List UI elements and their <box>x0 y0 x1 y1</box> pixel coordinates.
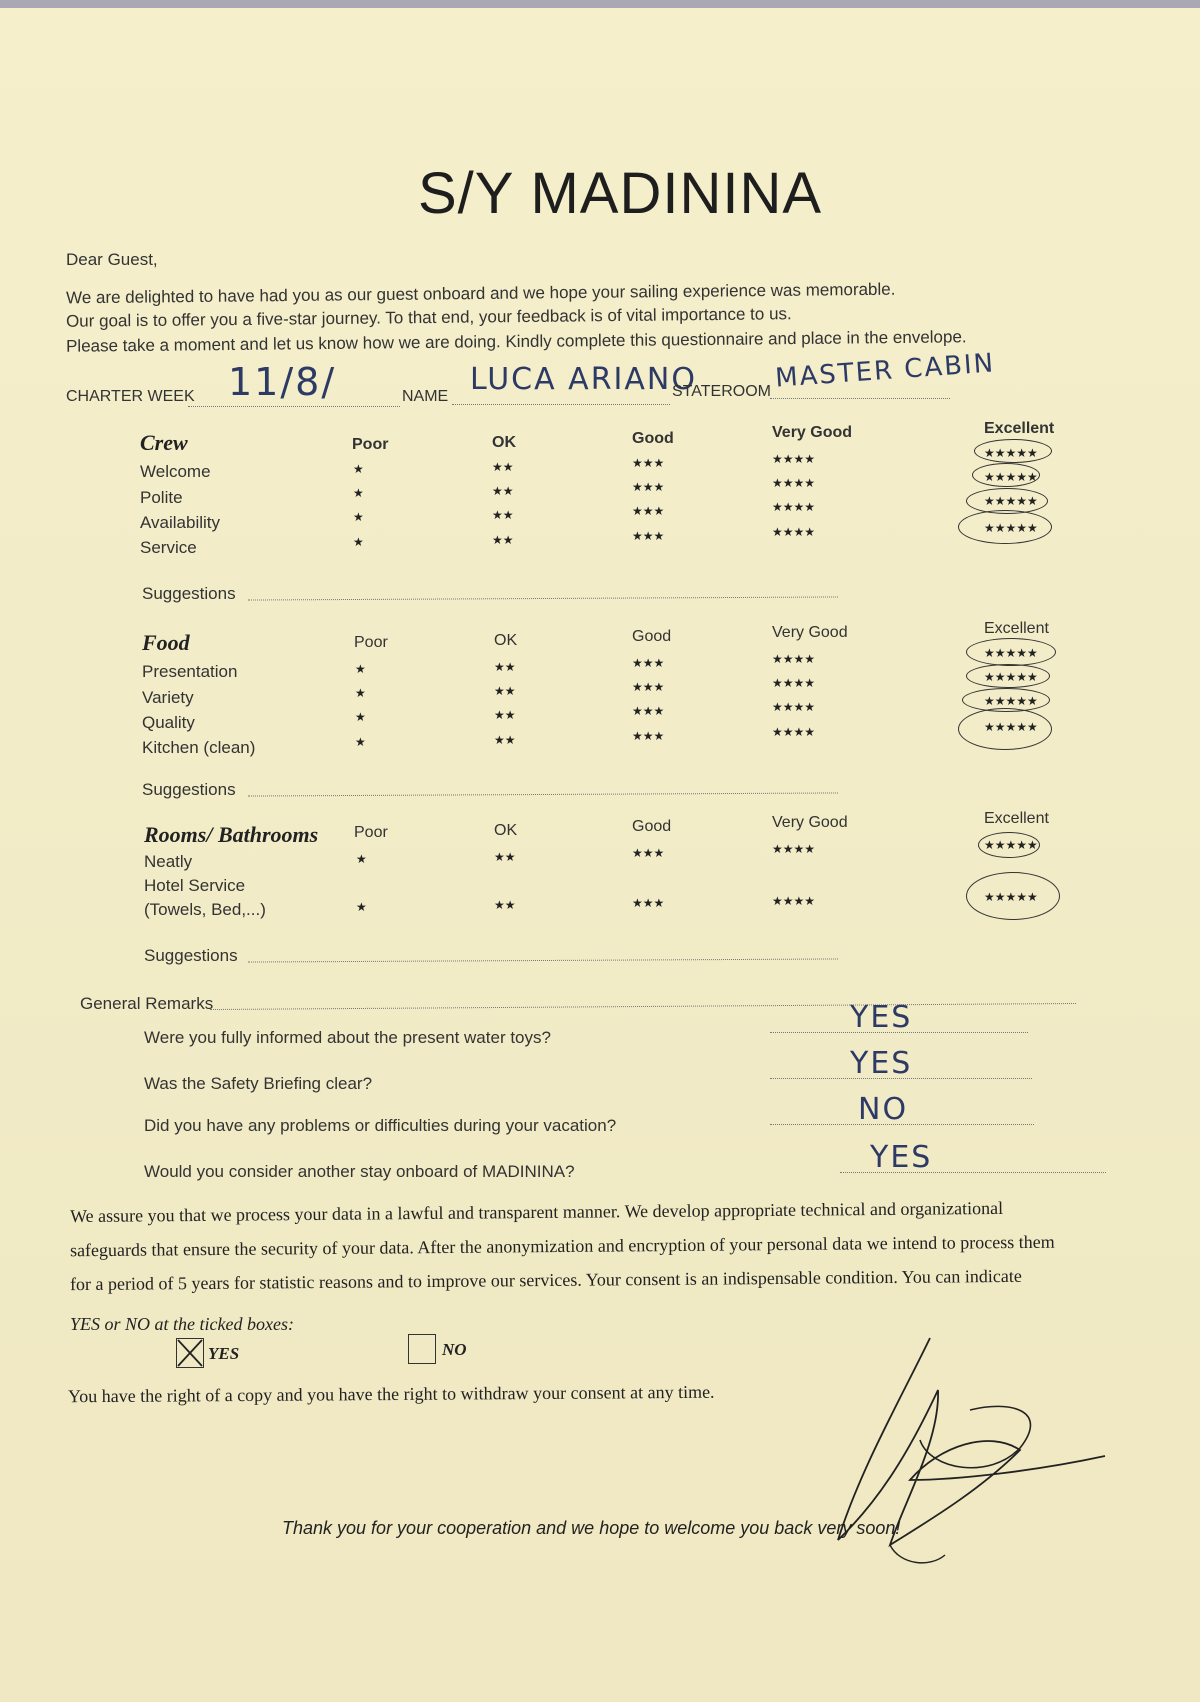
answer-safety-briefing[interactable]: YES <box>850 1046 913 1081</box>
food-variety-star-3[interactable]: ★★★ <box>632 680 665 694</box>
rooms-hotel-selection-oval <box>966 872 1060 920</box>
charter-week-value[interactable]: 11/8/ <box>228 360 337 404</box>
rooms-neatly-star-3[interactable]: ★★★ <box>632 846 665 860</box>
closing-message: Thank you for your cooperation and we hope to welcome you back very soon! <box>282 1518 901 1538</box>
food-row-variety: Variety <box>142 688 194 707</box>
crew-service-star-4[interactable]: ★★★★ <box>772 525 816 539</box>
food-presentation-star-4[interactable]: ★★★★ <box>772 652 816 666</box>
checkbox-cross-icon <box>177 1339 203 1367</box>
stateroom-value[interactable]: MASTER CABIN <box>774 348 997 394</box>
general-remarks-field[interactable] <box>210 1003 1076 1010</box>
food-variety-star-2[interactable]: ★★ <box>494 684 516 698</box>
food-presentation-star-2[interactable]: ★★ <box>494 660 516 674</box>
charter-week-line <box>188 406 400 407</box>
crew-row-service: Service <box>140 538 197 557</box>
stateroom-line <box>770 398 950 399</box>
crew-service-star-1[interactable]: ★ <box>353 535 364 549</box>
rooms-col-ok: OK <box>494 822 518 839</box>
food-presentation-star-3[interactable]: ★★★ <box>632 656 665 670</box>
food-col-poor: Poor <box>354 634 388 651</box>
consent-no-label: NO <box>442 1340 467 1359</box>
crew-availability-star-1[interactable]: ★ <box>353 510 364 524</box>
rooms-neatly-star-5[interactable]: ★★★★★ <box>984 838 1038 852</box>
crew-col-very-good: Very Good <box>772 424 853 441</box>
food-suggestions-label: Suggestions <box>142 780 236 799</box>
greeting: Dear Guest, <box>66 250 158 269</box>
answer-problems[interactable]: NO <box>858 1092 909 1127</box>
food-presentation-selection-oval <box>966 638 1056 666</box>
consent-yes-checkbox[interactable] <box>176 1338 204 1368</box>
crew-col-excellent: Excellent <box>984 420 1055 437</box>
crew-availability-star-4[interactable]: ★★★★ <box>772 500 816 514</box>
question-safety-briefing: Was the Safety Briefing clear? <box>144 1074 373 1093</box>
crew-polite-star-1[interactable]: ★ <box>353 486 364 500</box>
food-row-kitchen: Kitchen (clean) <box>142 738 256 757</box>
rooms-hotel-star-1[interactable]: ★ <box>356 900 367 914</box>
crew-polite-selection-oval <box>972 463 1040 487</box>
charter-week-label: CHARTER WEEK <box>66 388 195 405</box>
food-quality-star-3[interactable]: ★★★ <box>632 704 665 718</box>
crew-col-good: Good <box>632 430 674 447</box>
crew-availability-star-2[interactable]: ★★ <box>492 508 514 522</box>
rooms-hotel-star-2[interactable]: ★★ <box>494 898 516 912</box>
rooms-hotel-star-5[interactable]: ★★★★★ <box>984 890 1038 904</box>
food-quality-star-4[interactable]: ★★★★ <box>772 700 816 714</box>
crew-row-availability: Availability <box>140 513 221 532</box>
food-col-ok: OK <box>494 632 518 649</box>
food-kitchen-star-1[interactable]: ★ <box>355 735 366 749</box>
rooms-neatly-selection-oval <box>978 832 1040 858</box>
answer-another-stay[interactable]: YES <box>870 1140 933 1175</box>
crew-availability-star-5[interactable]: ★★★★★ <box>984 494 1038 508</box>
name-label: NAME <box>402 388 449 405</box>
intro-line-1: We are delighted to have had you as our guest onboard and we hope your sailing experience was memorable. <box>65 279 896 308</box>
rooms-col-poor: Poor <box>354 824 388 841</box>
intro-line-3: Please take a moment and let us know how we are doing. Kindly complete this questionnaire and place in the envelope. <box>65 327 967 356</box>
rooms-row-hotel-service: Hotel Service <box>144 876 246 895</box>
crew-availability-star-3[interactable]: ★★★ <box>632 504 665 518</box>
crew-polite-star-3[interactable]: ★★★ <box>632 480 665 494</box>
question-another-stay: Would you consider another stay onboard of MADININA? <box>144 1162 575 1181</box>
crew-row-polite: Polite <box>140 488 183 507</box>
food-presentation-star-1[interactable]: ★ <box>355 662 366 676</box>
food-kitchen-star-4[interactable]: ★★★★ <box>772 725 816 739</box>
rooms-neatly-star-4[interactable]: ★★★★ <box>772 842 816 856</box>
food-col-excellent: Excellent <box>984 620 1049 637</box>
rooms-neatly-star-2[interactable]: ★★ <box>494 850 516 864</box>
consent-line-2: safeguards that ensure the security of your data. After the anonymization and encryption of your personal data we intend to process them <box>69 1231 1055 1261</box>
rooms-suggestions-label: Suggestions <box>144 946 238 965</box>
consent-line-1: We assure you that we process your data in a lawful and transparent manner. We develop appropriate technical and organizational <box>69 1197 1004 1227</box>
consent-withdraw: You have the right of a copy and you have the right to withdraw your consent at any time. <box>67 1381 715 1407</box>
crew-welcome-star-1[interactable]: ★ <box>353 462 364 476</box>
food-variety-selection-oval <box>966 664 1050 688</box>
name-value[interactable]: LUCA ARIANO <box>470 362 697 397</box>
food-variety-star-1[interactable]: ★ <box>355 686 366 700</box>
question-water-toys: Were you fully informed about the present water toys? <box>144 1028 551 1047</box>
crew-suggestions-field[interactable] <box>248 596 838 600</box>
crew-welcome-star-4[interactable]: ★★★★ <box>772 452 816 466</box>
rooms-col-excellent: Excellent <box>984 810 1049 827</box>
general-remarks-label: General Remarks <box>80 994 214 1013</box>
crew-service-star-2[interactable]: ★★ <box>492 533 514 547</box>
food-quality-star-1[interactable]: ★ <box>355 710 366 724</box>
name-line <box>452 404 670 405</box>
answer-water-toys[interactable]: YES <box>850 1000 913 1035</box>
food-col-very-good: Very Good <box>772 624 848 641</box>
crew-service-star-5[interactable]: ★★★★★ <box>984 521 1038 535</box>
question-problems: Did you have any problems or difficulties during your vacation? <box>144 1116 617 1135</box>
crew-row-welcome: Welcome <box>140 462 211 481</box>
food-kitchen-star-5[interactable]: ★★★★★ <box>984 720 1038 734</box>
food-kitchen-selection-oval <box>958 708 1052 750</box>
crew-polite-star-5[interactable]: ★★★★★ <box>984 470 1038 484</box>
food-variety-star-5[interactable]: ★★★★★ <box>984 670 1038 684</box>
food-quality-star-2[interactable]: ★★ <box>494 708 516 722</box>
crew-col-poor: Poor <box>352 436 389 453</box>
rooms-col-very-good: Very Good <box>772 814 848 831</box>
consent-line-3: for a period of 5 years for statistic reasons and to improve our services. Your consent is an indispensable condition. You can indicate <box>69 1265 1022 1295</box>
crew-section-title: Crew <box>140 430 188 455</box>
crew-welcome-star-2[interactable]: ★★ <box>492 460 514 474</box>
crew-welcome-selection-oval <box>974 439 1052 463</box>
consent-line-4: YES or NO at the ticked boxes: <box>70 1314 294 1334</box>
crew-polite-star-2[interactable]: ★★ <box>492 484 514 498</box>
rooms-neatly-star-1[interactable]: ★ <box>356 852 367 866</box>
rooms-suggestions-field[interactable] <box>248 958 838 962</box>
crew-col-ok: OK <box>492 434 516 451</box>
food-section-title: Food <box>142 630 190 655</box>
crew-service-selection-oval <box>958 510 1052 544</box>
food-row-quality: Quality <box>142 713 195 732</box>
scan-edge <box>0 0 1200 8</box>
intro-line-2: Our goal is to offer you a five-star journey. To that end, your feedback is of vital importance to us. <box>65 304 792 331</box>
crew-welcome-star-5[interactable]: ★★★★★ <box>984 446 1038 460</box>
food-row-presentation: Presentation <box>142 662 238 681</box>
rooms-hotel-star-4[interactable]: ★★★★ <box>772 894 816 908</box>
food-kitchen-star-2[interactable]: ★★ <box>494 733 516 747</box>
rooms-hotel-star-3[interactable]: ★★★ <box>632 896 665 910</box>
food-suggestions-field[interactable] <box>248 792 838 796</box>
food-col-good: Good <box>632 628 672 645</box>
food-kitchen-star-3[interactable]: ★★★ <box>632 729 665 743</box>
crew-suggestions-label: Suggestions <box>142 584 236 603</box>
crew-polite-star-4[interactable]: ★★★★ <box>772 476 816 490</box>
food-variety-star-4[interactable]: ★★★★ <box>772 676 816 690</box>
stateroom-label: STATEROOM <box>672 383 771 400</box>
crew-service-star-3[interactable]: ★★★ <box>632 529 665 543</box>
rooms-row-hotel-service-detail: (Towels, Bed,...) <box>144 900 266 919</box>
consent-yes-label: YES <box>208 1344 240 1363</box>
rooms-section-title: Rooms/ Bathrooms <box>144 822 319 847</box>
rooms-row-neatly: Neatly <box>144 852 193 871</box>
consent-no-checkbox[interactable] <box>408 1334 436 1364</box>
food-quality-star-5[interactable]: ★★★★★ <box>984 694 1038 708</box>
rooms-col-good: Good <box>632 818 672 835</box>
food-presentation-star-5[interactable]: ★★★★★ <box>984 646 1038 660</box>
page-title: S/Y MADININA <box>417 161 823 226</box>
crew-welcome-star-3[interactable]: ★★★ <box>632 456 665 470</box>
